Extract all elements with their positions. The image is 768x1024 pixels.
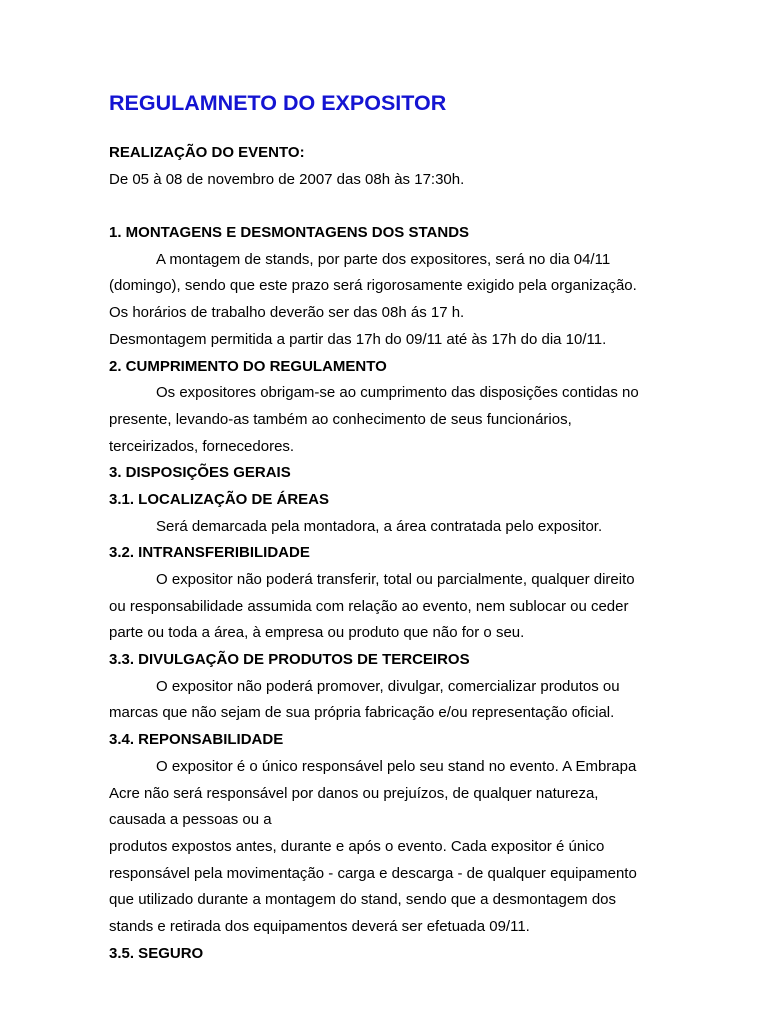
section-1-line: Os horários de trabalho deverão ser das 08h ás 17 h. — [109, 304, 465, 322]
section-3-3-line: O expositor não poderá promover, divulgar, comercializar produtos ou — [156, 677, 620, 695]
section-3-2-line: ou responsabilidade assumida com relação ao evento, nem sublocar ou ceder — [109, 597, 629, 615]
realizacao-text: De 05 à 08 de novembro de 2007 das 08h às 17:30h. — [109, 170, 465, 188]
section-3-2-heading: 3.2. INTRANSFERIBILIDADE — [109, 544, 310, 562]
section-2-heading: 2. CUMPRIMENTO DO REGULAMENTO — [109, 357, 387, 375]
section-3-2-line: O expositor não poderá transferir, total ou parcialmente, qualquer direito — [156, 571, 635, 588]
section-3-1-line: Será demarcada pela montadora, a área contratada pelo expositor. — [156, 517, 603, 535]
section-1-line: (domingo), sendo que este prazo será rigorosamente exigido pela organização. — [109, 277, 637, 295]
section-2-line: terceirizados, fornecedores. — [109, 437, 295, 455]
section-3-4-line: causada a pessoas ou a — [109, 811, 272, 829]
section-3-4-line: que utilizado durante a montagem do stand, sendo que a desmontagem dos — [109, 891, 617, 909]
section-2-line: presente, levando-as também ao conhecimento de seus funcionários, — [109, 410, 572, 428]
section-1-line: Desmontagem permitida a partir das 17h do 09/11 até às 17h do dia 10/11. — [109, 330, 607, 348]
section-3-3-line: marcas que não sejam de sua própria fabricação e/ou representação oficial. — [109, 704, 615, 722]
section-3-1-heading: 3.1. LOCALIZAÇÃO DE ÁREAS — [109, 490, 330, 508]
blank-line — [109, 193, 669, 220]
section-3-4-line: O expositor é o único responsável pelo seu stand no evento. A Embrapa — [156, 757, 637, 775]
section-3-4-line: responsável pela movimentação - carga e descarga - de qualquer equipamento — [109, 864, 637, 882]
section-3-4-line: Acre não será responsável por danos ou prejuízos, de qualquer natureza, — [109, 784, 599, 802]
section-3-5-heading: 3.5. SEGURO — [109, 944, 204, 962]
section-3-3-heading: 3.3. DIVULGAÇÃO DE PRODUTOS DE TERCEIROS — [109, 651, 470, 669]
section-3-4-line: stands e retirada dos equipamentos deverá ser efetuada 09/11. — [109, 917, 530, 935]
section-1-heading: 1. MONTAGENS E DESMONTAGENS DOS STANDS — [109, 224, 470, 242]
section-3-4-line: produtos expostos antes, durante e após o evento. Cada expositor é único — [109, 837, 605, 855]
section-3-heading: 3. DISPOSIÇÕES GERAIS — [109, 464, 291, 482]
document-body — [109, 140, 669, 967]
section-2-line: Os expositores obrigam-se ao cumprimento das disposições contidas no — [156, 384, 639, 402]
section-3-4-heading: 3.4. REPONSABILIDADE — [109, 731, 284, 749]
realizacao-heading: REALIZAÇÃO DO EVENTO: — [109, 144, 305, 161]
document-title: REGULAMNETO DO EXPOSITOR — [109, 91, 447, 115]
section-3-2-line: parte ou toda a área, à empresa ou produto que não for o seu. — [109, 624, 525, 642]
section-1-line: A montagem de stands, por parte dos expositores, será no dia 04/11 — [156, 250, 611, 268]
